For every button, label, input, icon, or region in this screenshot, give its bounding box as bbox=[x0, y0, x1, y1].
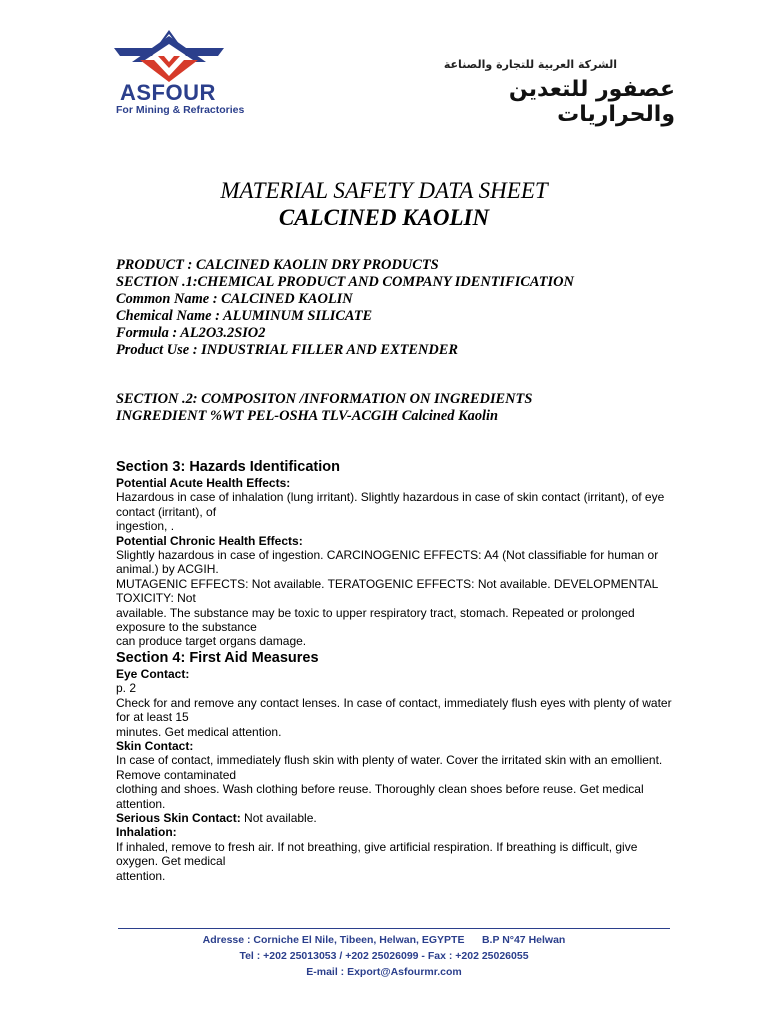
common-name-line: Common Name : CALCINED KAOLIN bbox=[116, 291, 353, 307]
logo-tagline: For Mining & Refractories bbox=[116, 104, 245, 116]
logo-name: ASFOUR bbox=[120, 80, 216, 105]
section-1-heading: SECTION .1:CHEMICAL PRODUCT AND COMPANY IDENTIFICATION bbox=[116, 274, 574, 290]
inhalation-label: Inhalation: bbox=[116, 825, 177, 840]
skin-line: Remove contaminated bbox=[116, 767, 237, 782]
company-logo bbox=[98, 26, 248, 122]
acute-line: Hazardous in case of inhalation (lung irritant). Slightly hazardous in case of skin contact (irritant), of eye bbox=[116, 490, 665, 505]
section-4-heading: Section 4: First Aid Measures bbox=[116, 649, 319, 666]
document-title: MATERIAL SAFETY DATA SHEET bbox=[220, 178, 548, 203]
product-title: CALCINED KAOLIN bbox=[278, 205, 490, 230]
chronic-line: can produce target organs damage. bbox=[116, 634, 307, 649]
asfour-logo-icon bbox=[114, 26, 224, 82]
skin-line: clothing and shoes. Wash clothing before reuse. Thoroughly clean shoes before reuse. Get medical bbox=[116, 782, 644, 797]
skin-line: In case of contact, immediately flush skin with plenty of water. Cover the irritated skin with an emollient. bbox=[116, 753, 663, 768]
chronic-line: exposure to the substance bbox=[116, 620, 257, 635]
eye-line: p. 2 bbox=[116, 681, 137, 696]
product-use-line: Product Use : INDUSTRIAL FILLER AND EXTENDER bbox=[116, 342, 458, 358]
skin-line: attention. bbox=[116, 796, 166, 811]
chronic-line: animal.) by ACGIH. bbox=[116, 562, 219, 577]
section-2-heading: SECTION .2: COMPOSITON /INFORMATION ON INGREDIENTS bbox=[116, 391, 533, 407]
serious-skin-label: Serious Skin Contact: bbox=[116, 810, 241, 825]
acute-line: contact (irritant), of bbox=[116, 504, 217, 519]
acute-line: ingestion, . bbox=[116, 519, 175, 534]
eye-line: for at least 15 bbox=[116, 710, 189, 725]
formula-line: Formula : AL2O3.2SIO2 bbox=[116, 325, 266, 341]
eye-line: Check for and remove any contact lenses. In case of contact, immediately flush eyes with plenty of water bbox=[116, 695, 672, 710]
inhalation-line: If inhaled, remove to fresh air. If not breathing, give artificial respiration. If breathing is difficult, give bbox=[116, 839, 638, 854]
inhalation-line: oxygen. Get medical bbox=[116, 854, 226, 869]
chemical-name-line: Chemical Name : ALUMINUM SILICATE bbox=[116, 308, 373, 324]
footer-divider bbox=[118, 928, 670, 929]
section-3-heading: Section 3: Hazards Identification bbox=[116, 459, 340, 475]
section-1-block bbox=[116, 257, 574, 359]
chronic-line: TOXICITY: Not bbox=[116, 591, 196, 606]
chronic-line: available. The substance may be toxic to upper respiratory tract, stomach. Repeated or prolonged bbox=[116, 605, 635, 620]
section-2-block bbox=[116, 391, 532, 425]
footer-address: Adresse : Corniche El Nile, Tibeen, Helwan, EGYPTE B.P N°47 Helwan bbox=[202, 934, 566, 946]
inhalation-line: attention. bbox=[116, 868, 166, 883]
arabic-line-1: الشركة العربية للتجارة والصناعة bbox=[443, 58, 617, 71]
ingredient-line: INGREDIENT %WT PEL-OSHA TLV-ACGIH Calcined Kaolin bbox=[116, 408, 499, 424]
footer-phone: Tel : +202 25013053 / +202 25026099 - Fax : +202 25026055 bbox=[239, 950, 529, 962]
chronic-line: Slightly hazardous in case of ingestion. CARCINOGENIC EFFECTS: A4 (Not classifiable for human or bbox=[116, 548, 659, 563]
chronic-line: MUTAGENIC EFFECTS: Not available. TERATOGENIC EFFECTS: Not available. DEVELOPMENTAL bbox=[116, 576, 659, 591]
serious-skin-contact bbox=[116, 811, 676, 825]
footer-email: E-mail : Export@Asfourmr.com bbox=[306, 966, 462, 978]
serious-skin-value: Not available. bbox=[240, 810, 317, 825]
skin-contact-label: Skin Contact: bbox=[116, 738, 194, 753]
product-line: PRODUCT : CALCINED KAOLIN DRY PRODUCTS bbox=[116, 257, 439, 273]
arabic-line-2: عصفور للتعدين والحراريات bbox=[508, 77, 675, 127]
eye-line: minutes. Get medical attention. bbox=[116, 724, 282, 739]
arabic-company-name bbox=[430, 58, 675, 127]
eye-contact-label: Eye Contact: bbox=[116, 666, 190, 681]
chronic-effects-label: Potential Chronic Health Effects: bbox=[116, 533, 303, 548]
sections-3-4-body bbox=[116, 458, 676, 883]
acute-effects-label: Potential Acute Health Effects: bbox=[116, 476, 291, 490]
